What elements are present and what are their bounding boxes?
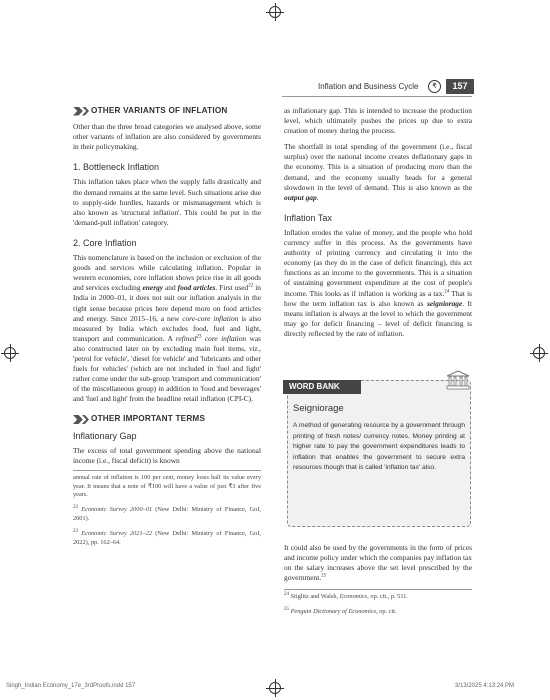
chevron-arrow-icon: [82, 415, 89, 424]
gap-paragraph: The excess of total government spending above the national income (i.e., fiscal deficit) is known: [73, 445, 261, 465]
registration-mark-top: [269, 6, 281, 18]
footnote-24: $^{24}$ Stiglitz and Walsh, Economics, op. cit., p. 511.: [284, 592, 408, 601]
print-slug-date: 3/13/2025 4:13:24 PM: [455, 683, 515, 689]
right-column: [284, 106, 472, 345]
footnote-continued: annual rate of inflation is 100 per cent, money loses half its value every year. It means that a note of ₹100 will have a value of just ₹3 after five years.: [73, 473, 261, 499]
other-terms-heading: OTHER IMPORTANT TERMS: [73, 414, 261, 424]
footnote-23: $^{23}$ Economic Survey 2021–22 (New Delhi: Ministry of Finance, GoI, 2022), pp. 162–64.: [73, 528, 262, 546]
right-column-lower: [284, 543, 472, 623]
chevron-arrow-icon: [82, 107, 89, 116]
page-number: 157: [446, 79, 474, 94]
registration-mark-right: [533, 347, 545, 359]
registration-mark-bottom: [269, 682, 281, 694]
header-rule: [282, 96, 472, 97]
other-variants-heading: OTHER VARIANTS OF INFLATION: [73, 106, 261, 116]
running-title: Inflation and Business Cycle: [318, 82, 419, 91]
footnote-rule: [73, 470, 261, 471]
core-heading: 2. Core Inflation: [73, 237, 137, 248]
gap-continued-paragraph: as inflationary gap. This is intended to increase the production level, which ultimately pushes the prices up due to extra creation of money during the process.: [284, 106, 472, 136]
intro-paragraph: Other than the three broad categories we analysed above, some other variants of inflation are also considered by governments in their policymaking.: [73, 122, 261, 152]
footnote-25: $^{25}$ Penguin Dictionary of Economics, op. cit.: [284, 607, 397, 616]
word-bank-label: WORD BANK: [283, 380, 361, 394]
shortfall-paragraph: The shortfall in total spending of the government (i.e., fiscal surplus) over the national income creates deflationary gaps in the economy. This is a situation of producing more than the demand, and the economy usually heads for a general slowdown in the level of demand. This is also known as the output gap.: [284, 142, 472, 202]
footnote-22: $^{22}$ Economic Survey 2000–01 (New Delhi: Ministry of Finance, GoI, 2001).: [73, 505, 262, 522]
bank-building-icon: [446, 370, 470, 390]
after-wordbank-paragraph: It could also be used by the governments in the form of prices and income policy under which the companies pay inflation tax on the salary increases above the set level prescribed by the government.$^{25}$: [284, 543, 472, 583]
inflation-tax-paragraph: Inflation erodes the value of money, and the people who hold currency suffer in this process. As the governments have authority of printing currency and circulating it into the economy (as they do in the case of deficit financing), this act functions as an income to the governments. This is a situation of sustaining government expenditure at the cost of people's income. This looks as if inflation is working as a tax.$^{24}$ That is how the term inflation tax is also known as seigniorage. It means inflation is always at the level to which the government may go for deficit financing – level of deficit financing is directly reflected by the rate of inflation.: [284, 227, 472, 338]
rupee-icon: ₹: [428, 80, 441, 93]
left-column: [73, 106, 261, 553]
inflation-tax-heading: Inflation Tax: [284, 212, 332, 223]
bottleneck-paragraph: This inflation takes place when the supply falls drastically and the demand remains at the same level. Such situations arise due to supply-side hurdles, hazards or mismanagement which is also known as 'structural inflation'. This could be put in the 'demand-pull inflation' category.: [73, 177, 261, 227]
footnote-rule: [284, 589, 472, 590]
print-slug-file: Singh_Indian Economy_17e_3rdProofs.indd 157: [6, 683, 136, 689]
word-bank-term: Seigniorage: [293, 403, 344, 414]
bottleneck-heading: 1. Bottleneck Inflation: [73, 162, 160, 173]
word-bank-definition: A method of generating resource by a government through printing of fresh notes/ currency notes. Money printing at higher rate to pay the government expenditures leads to inflation that enables the government to secure extra resources though that is called 'inflation tax' also.: [293, 422, 465, 471]
core-paragraph: This nomenclature is based on the inclusion or exclusion of the goods and services while calculating inflation. Popular in western economies, core inflation shows price rise in all goods and services excluding energy and food articles. First used$^{22}$ in India in 2000–01, it does not suit our inflation analysis in the right sense because prices here depend more on food articles and energy. Since 2015–16, a new core-core inflation is also measured by India which excludes food, fuel and light, transport and communication. A refined$^{23}$ core inflation was also constructed later on by excluding main fuel items, viz., 'petrol for vehicle', 'diesel for vehicle' and 'lubricants and other fuels for vehicles' (which are not included in 'fuel and light' rather come under the sub-group 'transport and communication' of the miscellaneous group) in addition to 'food and beverages' and 'fuel and light' from the headline retail inflation (CPI-C).: [73, 253, 261, 404]
registration-mark-left: [4, 347, 16, 359]
inflationary-gap-heading: Inflationary Gap: [73, 430, 137, 441]
